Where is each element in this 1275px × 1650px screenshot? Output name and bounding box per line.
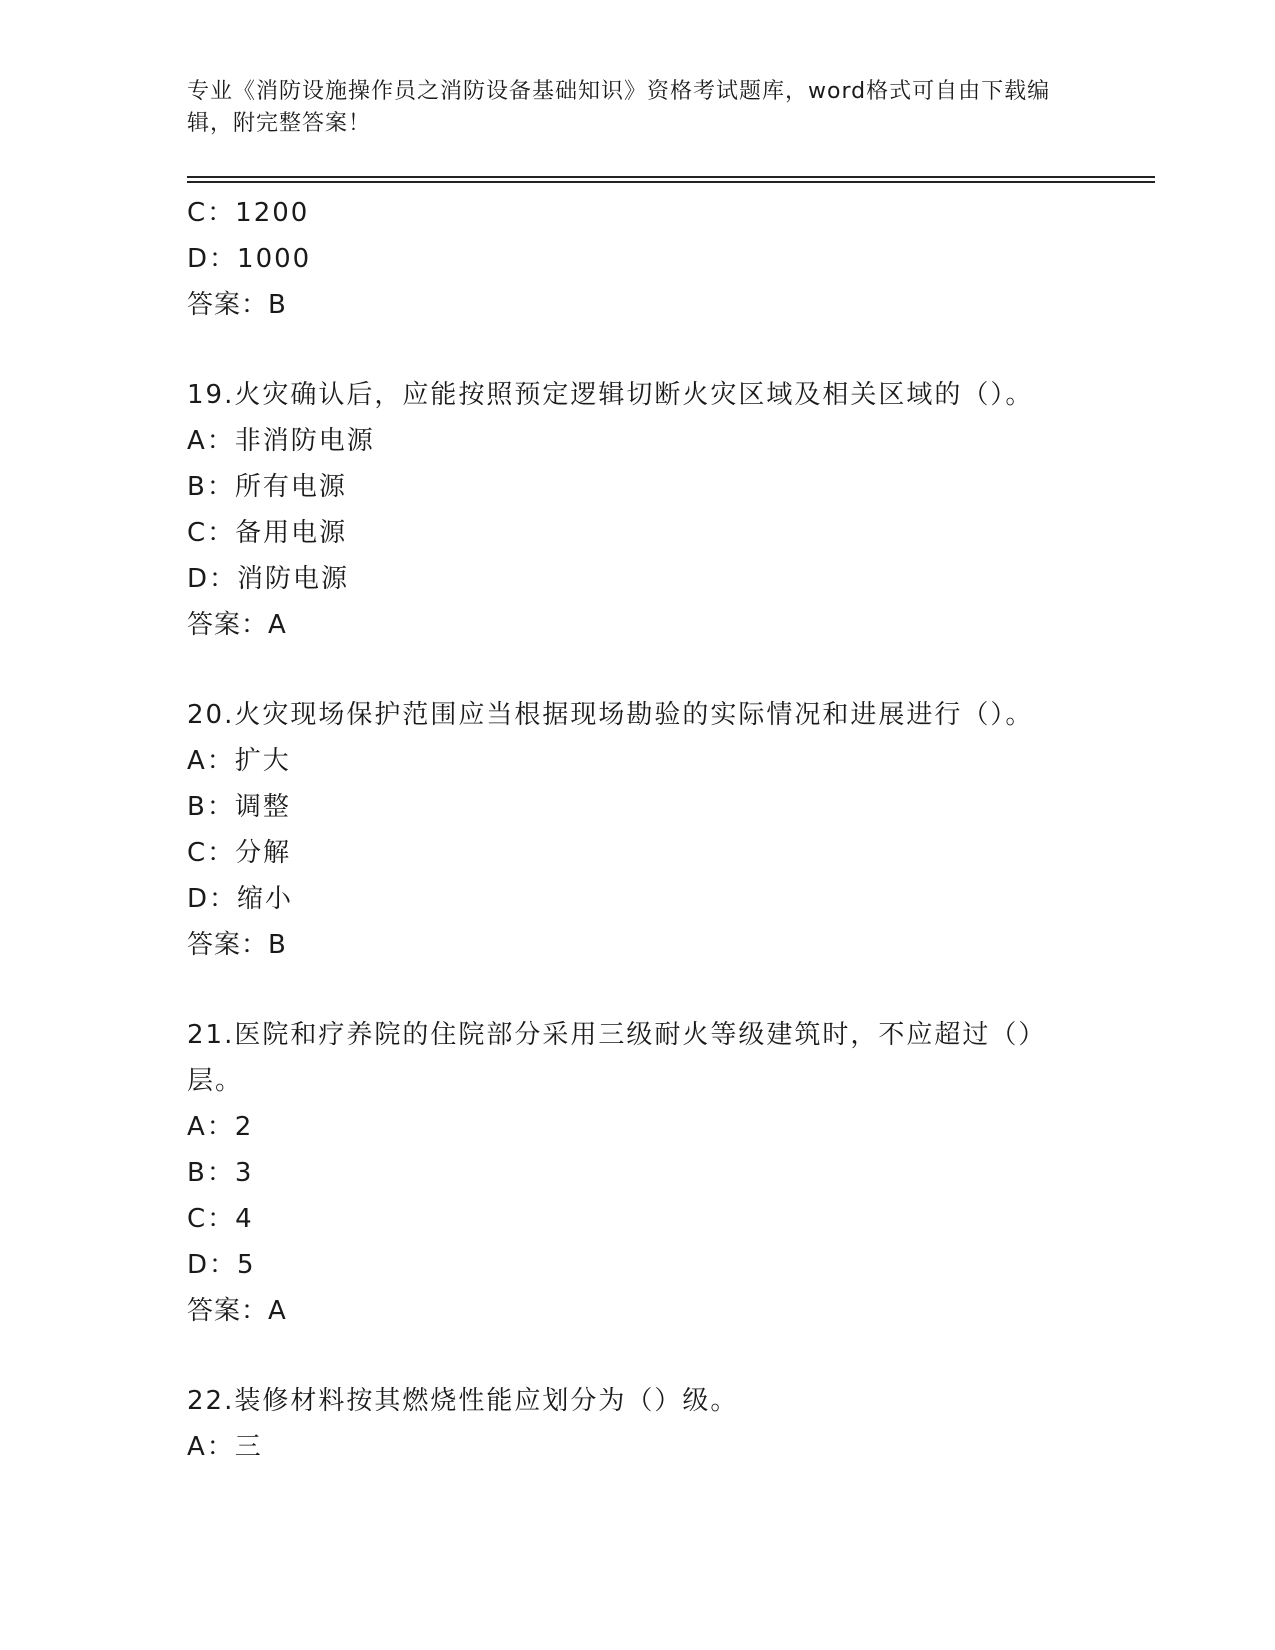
question-text: 20.火灾现场保护范围应当根据现场勘验的实际情况和进展进行（）。 xyxy=(187,700,1034,730)
option-a: A：扩大 xyxy=(187,746,291,776)
option-d: D：缩小 xyxy=(187,884,294,914)
question-text: 21.医院和疗养院的住院部分采用三级耐火等级建筑时，不应超过（）层。 xyxy=(187,1020,1047,1096)
option-c: C：分解 xyxy=(187,838,292,868)
option-b: B：调整 xyxy=(187,792,291,822)
option-d: D：消防电源 xyxy=(187,564,350,594)
option-c: C：备用电源 xyxy=(187,518,348,548)
question-20 xyxy=(187,692,1087,968)
header-rule-top xyxy=(187,176,1155,178)
document-header: 专业《消防设施操作员之消防设备基础知识》资格考试题库，word格式可自由下载编辑，附完整答案！ xyxy=(187,79,1051,136)
question-21 xyxy=(187,1012,1087,1334)
option-b: B：3 xyxy=(187,1158,254,1188)
option-c: C：4 xyxy=(187,1204,254,1234)
option-d: D：5 xyxy=(187,1250,256,1280)
option-a: A：非消防电源 xyxy=(187,426,375,456)
question-22 xyxy=(187,1378,1087,1470)
option-c: C：1200 xyxy=(187,198,310,228)
answer-line: 答案：B xyxy=(187,930,287,960)
question-19 xyxy=(187,372,1087,648)
option-b: B：所有电源 xyxy=(187,472,347,502)
header-rule-bottom xyxy=(187,181,1155,183)
option-a: A：三 xyxy=(187,1432,263,1462)
question-text: 19.火灾确认后，应能按照预定逻辑切断火灾区域及相关区域的（）。 xyxy=(187,380,1034,410)
question-18-tail xyxy=(187,190,1087,328)
question-text: 22.装修材料按其燃烧性能应划分为（）级。 xyxy=(187,1386,739,1416)
option-a: A：2 xyxy=(187,1112,254,1142)
answer-line: 答案：A xyxy=(187,610,287,640)
answer-line: 答案：B xyxy=(187,290,287,320)
answer-line: 答案：A xyxy=(187,1296,287,1326)
option-d: D：1000 xyxy=(187,244,312,274)
question-list xyxy=(187,190,1087,1470)
